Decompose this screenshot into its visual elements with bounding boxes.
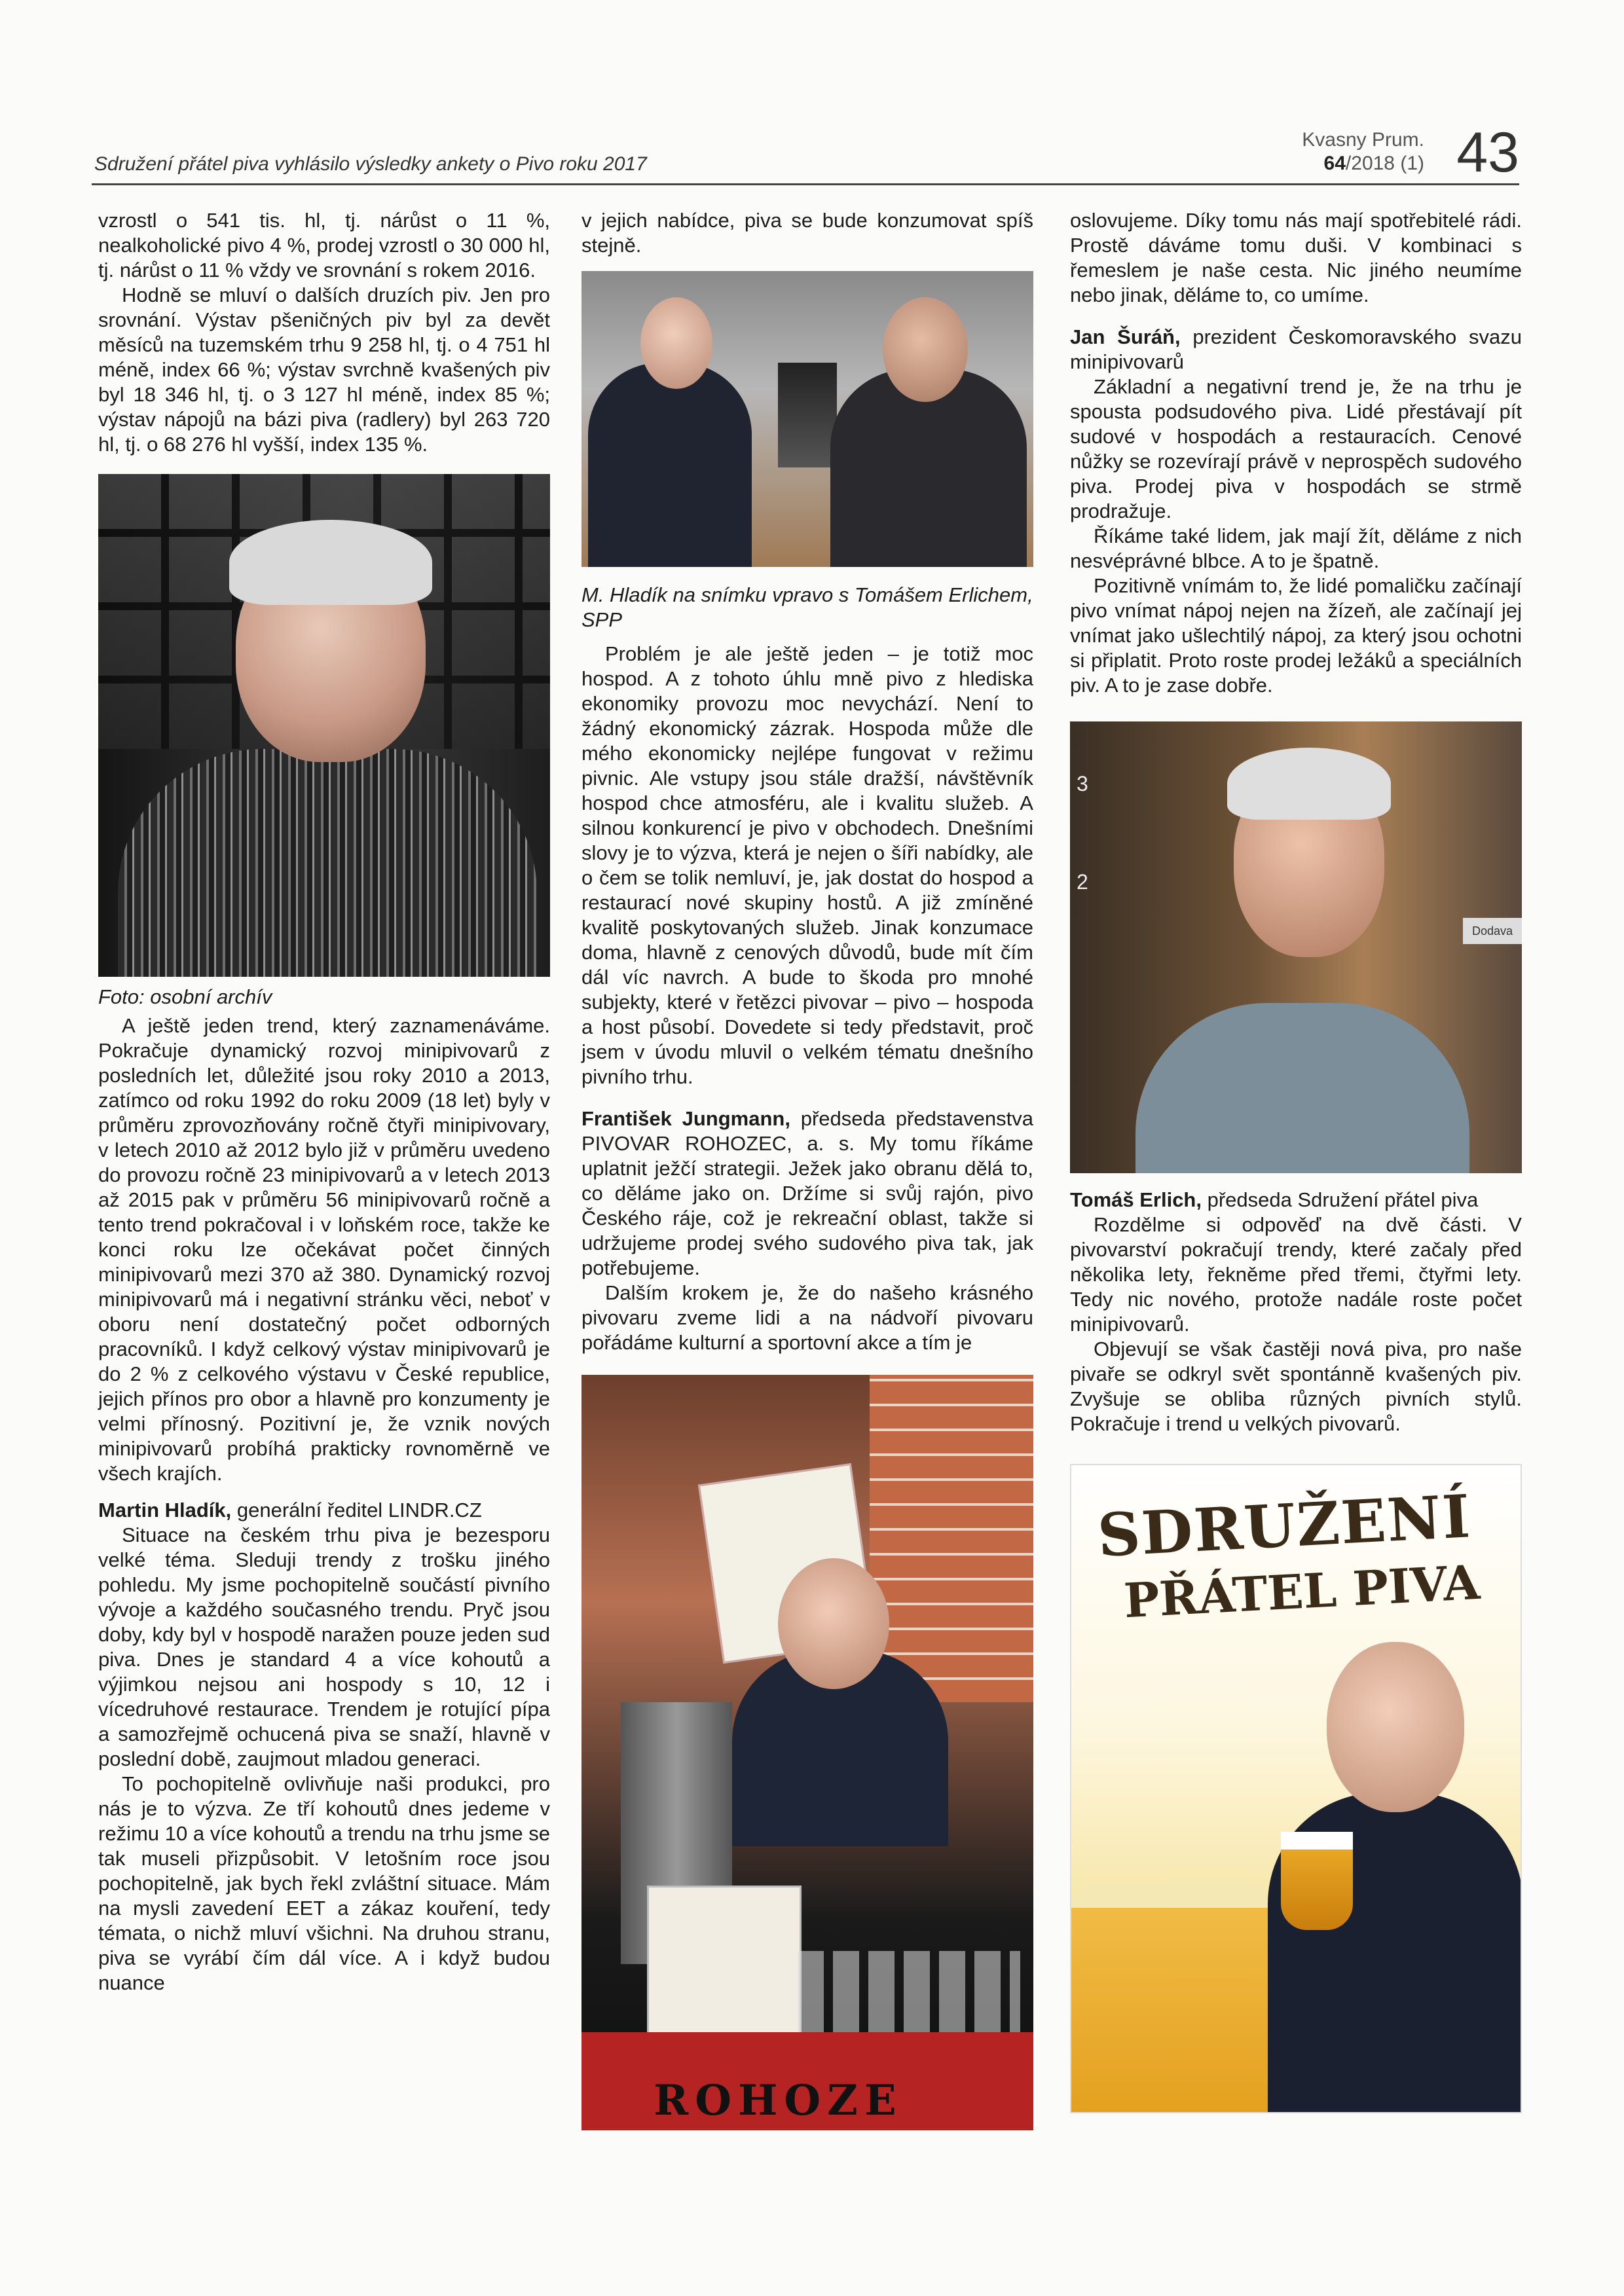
column-3 bbox=[1070, 208, 1522, 2113]
col3-paragraph-1: oslovujeme. Díky tomu nás mají spotřebitelé rádi. Prostě dáváme tomu duši. V kombinaci s řemeslem je naše cesta. Nic jiného neumíme nebo jinak, děláme to, co umíme. bbox=[1070, 209, 1522, 306]
face bbox=[778, 1558, 889, 1689]
journal-issue bbox=[1302, 152, 1424, 175]
hair bbox=[1227, 748, 1391, 820]
large-beer-glass bbox=[1071, 1884, 1274, 2113]
column-2 bbox=[581, 208, 1033, 2130]
sdruzeni-poster-photo bbox=[1070, 1464, 1522, 2113]
beer-mug bbox=[1281, 1832, 1353, 1930]
rohozec-logo bbox=[581, 2032, 1033, 2130]
journal-name: Kvasny Prum. bbox=[1302, 129, 1424, 151]
journal-info bbox=[1302, 128, 1424, 175]
issue-year: /2018 (1) bbox=[1345, 153, 1424, 174]
striped-shirt bbox=[118, 749, 537, 977]
col2-paragraph-2: Problém je ale ještě jeden – je totiž moc hospod. A z tohoto úhlu mně pivo z hlediska ekonomiky provozu moc nevychází. Není to žádný ekonomický zázrak. Hospoda může dle mého ekonomicky nejlépe fungovat v režimu pivnic. Ale vstupy jsou stále dražší, návštěvník hospod chce atmosféru, ale i kvalitu služeb. A silnou konkurencí je pivo v obchodech. Dnešními slovy je to výzva, která je nejen o šíři nabídky, ale o čem se tolik nemluví, je, jak dostat do hospod a restaurací nové skupiny hostů. A již zmíněné kvalitě poskytovaných služeb. Jinak konzumace doma, hlavně z cenových důvodů, bude mít čím dál víc navrch. A bude to škoda pro mnohé subjekty, které v řetězci pivovar – pivo – hospoda a host působí. Dovedete si tedy představit, proč jsem v úvodu mluvil o velkém tématu dnešního pivního trhu. bbox=[581, 642, 1033, 1088]
scale-mark-2: 2 bbox=[1077, 870, 1088, 894]
column-1 bbox=[98, 208, 550, 1995]
face bbox=[1327, 1642, 1464, 1812]
hair bbox=[229, 520, 432, 605]
col1-paragraph-1: vzrostl o 541 tis. hl, tj. nárůst o 11 %, nealkoholické pivo 4 %, prodej vzrostl o 30 000 hl, tj. nárůst o 11 % vždy ve srovnání s rokem 2016. bbox=[98, 209, 550, 282]
rohozec-logo-text: ROHOZE bbox=[654, 2076, 903, 2125]
col3-paragraph-4: Pozitivně vnímám to, že lidé pomaličku začínají pivo vnímat nápoj nejen na žízeň, ale začínají jej vnímat jako ušlechtilý nápoj, za který jsou ochotni si připlatit. Proto roste prodej ležáků a speciálních piv. A to je zase dobře. bbox=[1070, 574, 1522, 697]
photo-caption-2: M. Hladík na snímku vpravo s Tomášem Erlichem, SPP bbox=[581, 583, 1033, 631]
col2-paragraph-1: v jejich nabídce, piva se bude konzumovat spíš stejně. bbox=[581, 209, 1033, 257]
portrait-photo-1 bbox=[98, 474, 550, 977]
speaker-hladik bbox=[98, 1498, 550, 1523]
award-photo bbox=[581, 1375, 1033, 2130]
scale-markings bbox=[1077, 735, 1088, 931]
speaker-hladik-role: generální ředitel LINDR.CZ bbox=[231, 1499, 482, 1522]
speaker-suran-name: Jan Šuráň, bbox=[1070, 325, 1181, 348]
speaker-hladik-name: Martin Hladík, bbox=[98, 1499, 232, 1522]
speaker-jungmann-role: předseda představenstva PIVOVAR ROHOZEC, a. s. bbox=[581, 1107, 1033, 1155]
speaker-erlich-name: Tomáš Erlich, bbox=[1070, 1188, 1202, 1211]
speaker-jungmann-name: František Jungmann, bbox=[581, 1107, 790, 1130]
face-left bbox=[640, 297, 712, 389]
poster-title-line-1: SDRUŽENÍ bbox=[1096, 1482, 1473, 1571]
col1-paragraph-3: A ještě jeden trend, který zaznamenáváme. Pokračuje dynamický rozvoj minipivovarů z posledních let, důležité jsou roky 2010 a 2013, zatímco od roku 1992 do roku 2009 (18 let) byly v průměru zprovozňovány ročně čtyři minipivovary, v letech 2010 až 2012 bylo již v průměru uvedeno do provozu ročně 23 minipivovarů a v letech 2013 až 2015 pak v průměru 56 minipivovarů ročně a tento trend pokračoval i v loňském roce, takže ke konci roku lze očekávat počet činných minipivovarů mezi 370 až 380. Dynamický rozvoj minipivovarů má i negativní stránku věci, neboť v oboru není dostatečný počet odborných pracovníků. I když celkový výstav minipivovarů je do 2 % z celkového výstavu v České republice, jejich přínos pro obor a hlavně pro konzumenty je velmi přínosný. Pozitivní je, že vznik nových minipivovarů probíhá prakticky rovnoměrně ve všech krajích. bbox=[98, 1014, 550, 1485]
col3-paragraph-5: Rozdělme si odpověď na dvě části. V pivovarství pokračují trendy, které začaly před několika lety, řekněme před třemi, čtyřmi lety. Tedy nic nového, protože nadále roste počet minipivovarů. bbox=[1070, 1213, 1522, 1336]
page-number: 43 bbox=[1456, 121, 1519, 184]
polo-shirt bbox=[1135, 1003, 1469, 1173]
col3-paragraph-6: Objevují se však častěji nová piva, pro naše pivaře se odkryl svět spontánně kvašených piv. Zvyšuje se obliba různých pivních stylů. Pokračuje i trend u velkých pivovarů. bbox=[1070, 1338, 1522, 1435]
poster-title-line-2: PŘÁTEL PIVA bbox=[1122, 1554, 1481, 1629]
photo-caption-1: Foto: osobní archív bbox=[98, 985, 272, 1008]
issue-volume: 64 bbox=[1323, 153, 1346, 174]
beer-tap bbox=[778, 363, 837, 467]
speaker-erlich-role: předseda Sdružení přátel piva bbox=[1202, 1188, 1479, 1211]
portrait-photo-erlich bbox=[1070, 721, 1522, 1173]
sign-fragment: Dodava bbox=[1463, 918, 1522, 944]
col3-paragraph-3: Říkáme také lidem, jak mají žít, děláme z nich nesvéprávné blbce. A to je špatně. bbox=[1070, 524, 1522, 572]
col2-paragraph-4: Dalším krokem je, že do našeho krásného pivovaru zveme lidi a na nádvoří pivovaru pořádáme kulturní a sportovní akce a tím je bbox=[581, 1281, 1033, 1354]
page-header bbox=[92, 98, 1519, 185]
brick-wall bbox=[870, 1375, 1033, 1702]
col1-paragraph-4: Situace na českém trhu piva je bezesporu velké téma. Sleduji trendy z trošku jiného pohledu. My jsme pochopitelně součástí pivního vývoje a každého současného trendu. Pryč jsou doby, kdy byl v hospodě naražen pouze jeden sud piva. Dnes je standard 4 a více kohoutů a výjimkou nejsou ani hospody s 10, 12 i vícedruhové restaurace. Trendem je rotující pípa a samozřejmě ochucená piva se snaží, hlavně v poslední době, zaujmout mladou generaci. bbox=[98, 1523, 550, 1770]
col1-paragraph-5: To pochopitelně ovlivňuje naši produkci, pro nás je to výzva. Ze tří kohoutů dnes jedeme v režimu 10 a více kohoutů a trendu na trhu jsme se tak museli přizpůsobit. V letošním roce jsou pochopitelně, jak bych řekl zvláštní situace. Mám na mysli zavedení EET a zákaz kouření, tedy témata, o nichž mluví všichni. Na druhou stranu, piva se vyrábí čím dál více. A i když budou nuance bbox=[98, 1772, 550, 1994]
two-men-photo bbox=[581, 271, 1033, 567]
speaker-erlich bbox=[1070, 1188, 1522, 1212]
speaker-suran-role: prezident Českomoravského svazu minipivovarů bbox=[1070, 325, 1522, 373]
col1-paragraph-2: Hodně se mluví o dalších druzích piv. Jen pro srovnání. Výstav pšeničných piv byl za devět měsíců na tuzemském trhu 9 258 hl, tj. o 4 751 hl méně, index 66 %; výstav svrchně kvašených piv byl 18 346 hl, tj. o 3 127 hl méně, index 85 %; výstav nápojů na bázi piva (radlery) byl 263 720 hl, tj. o 68 276 hl vyšší, index 135 %. bbox=[98, 283, 550, 456]
col2-paragraph-3: My tomu říkáme uplatnit ježčí strategii. Ježek jako obranu dělá to, co děláme jako on. Držíme si svůj rajón, pivo Českého ráje, což je rekreační oblast, takže si udržujeme prodej svého sudového piva tak, jak potřebujeme. bbox=[581, 1132, 1033, 1279]
speaker-suran bbox=[1070, 325, 1522, 374]
running-title: Sdružení přátel piva vyhlásilo výsledky ankety o Pivo roku 2017 bbox=[94, 153, 647, 175]
speaker-jungmann bbox=[581, 1106, 1033, 1281]
scale-mark-3: 3 bbox=[1077, 772, 1088, 795]
face-right bbox=[883, 297, 968, 402]
man-left bbox=[588, 363, 752, 567]
col3-paragraph-2: Základní a negativní trend je, že na trhu je spousta podsudového piva. Lidé přestávají pít sudové v hospodách a restauracích. Cenové nůžky se rozevírají právě v neprospěch sudového piva. Prodej piva v hospodách se strmě prodražuje. bbox=[1070, 375, 1522, 522]
